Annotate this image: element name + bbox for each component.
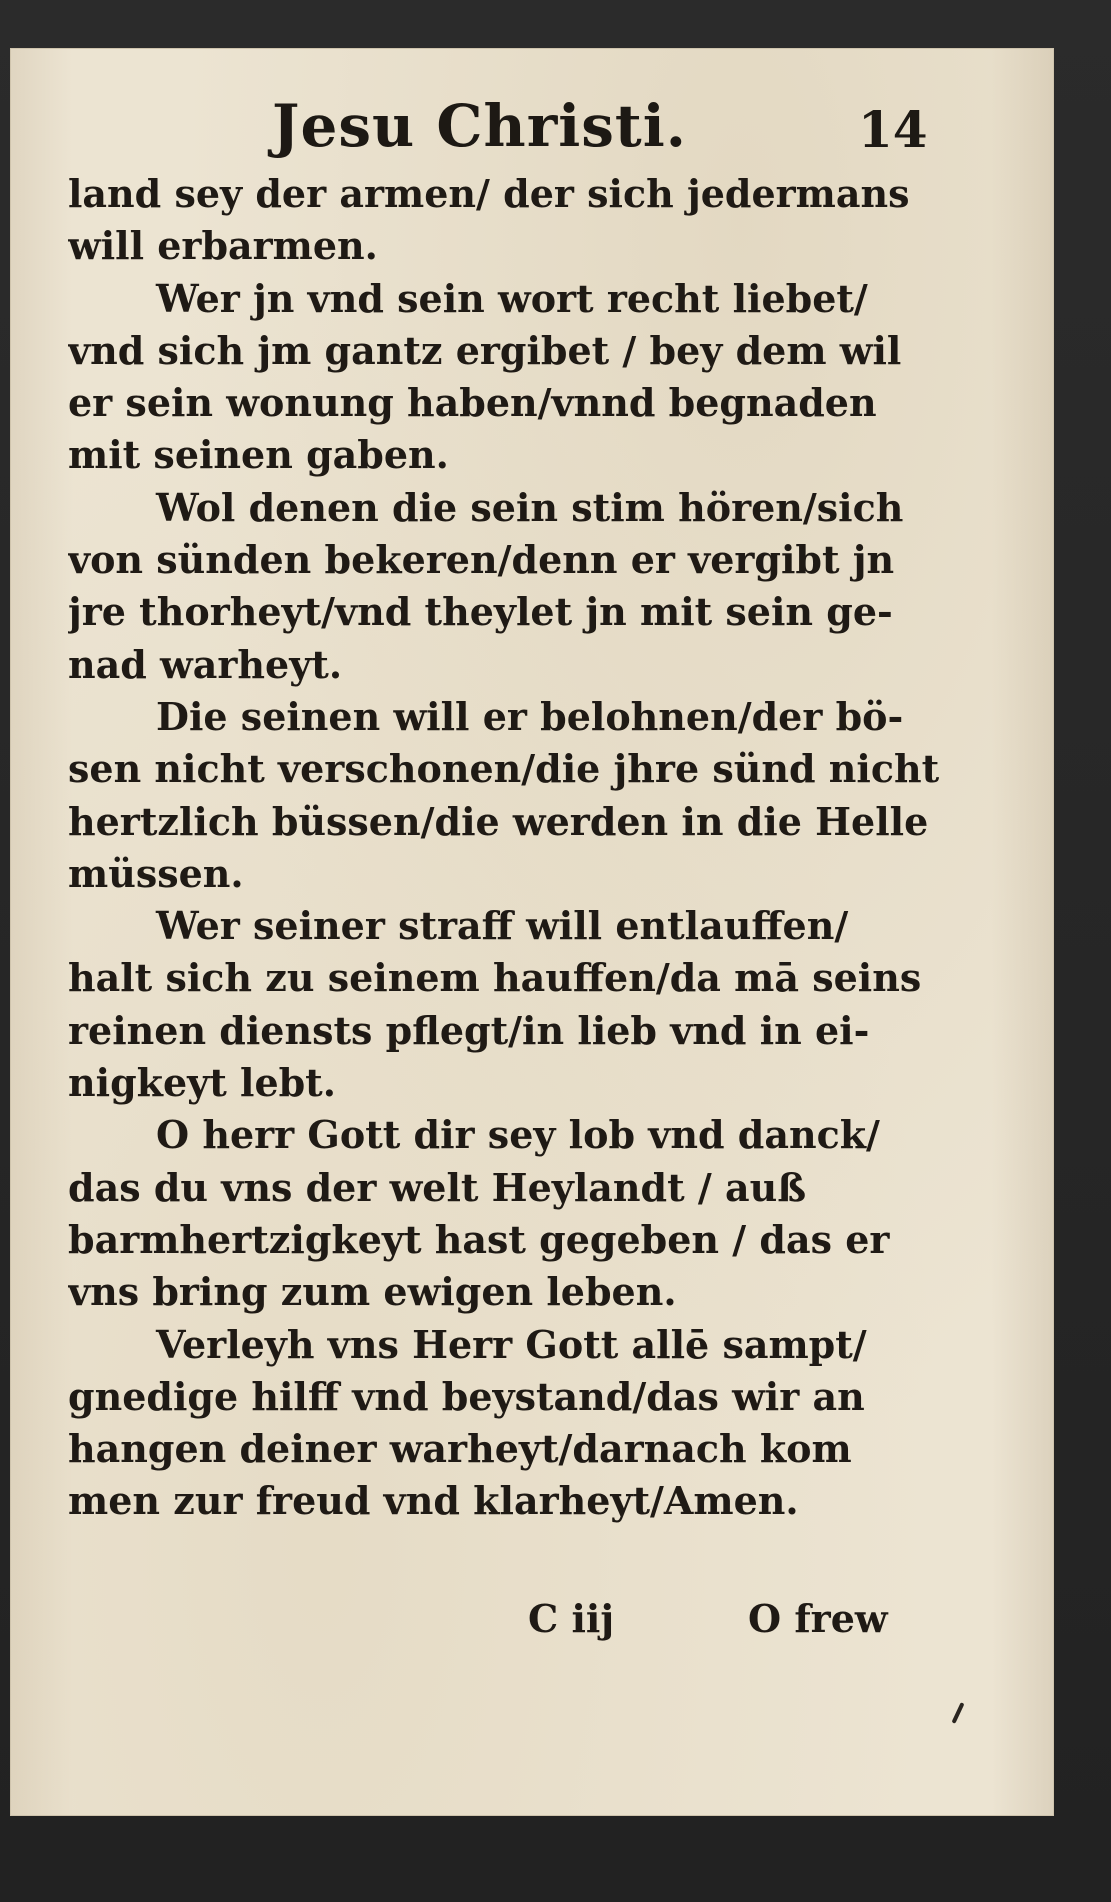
direction-line [520, 1596, 940, 1648]
text-line: Wer seiner straff will entlauffen/ [156, 903, 849, 949]
text-line: vns bring zum ewigen leben. [68, 1269, 677, 1315]
text-line: halt sich zu seinem hauffen/da mā seins [68, 955, 922, 1001]
text-line: mit seinen gaben. [68, 432, 449, 478]
text-line: jre thorheyt/vnd theylet jn mit sein ge- [68, 589, 893, 635]
catchword: O frew [748, 1596, 888, 1641]
text-line: sen nicht verschonen/die jhre sünd nicht [68, 746, 940, 792]
text-line: Wol denen die sein stim hören/sich [156, 484, 904, 530]
text-line: nigkeyt lebt. [68, 1060, 336, 1106]
text-line: das du vns der welt Heylandt / auß [68, 1164, 807, 1210]
text-line: er sein wonung haben/vnnd begnaden [68, 380, 877, 426]
signature-mark: C iij [528, 1596, 615, 1641]
text-line: hertzlich büssen/die werden in die Helle [68, 798, 929, 844]
text-line: Wer jn vnd sein wort recht liebet/ [156, 275, 868, 321]
text-line: Verleyh vns Herr Gott allē sampt/ [156, 1321, 867, 1367]
text-line: will erbarmen. [68, 223, 378, 269]
text-line: land sey der armen/ der sich jedermans [68, 171, 910, 216]
text-line: vnd sich jm gantz ergibet / bey dem wil [68, 327, 902, 373]
text-line: müssen. [68, 850, 244, 896]
page-number: 14 [858, 100, 928, 159]
text-line: hangen deiner warheyt/darnach kom [68, 1426, 852, 1472]
text-line: reinen diensts pflegt/in lieb vnd in ei- [68, 1007, 870, 1053]
text-line: O herr Gott dir sey lob vnd danck/ [156, 1112, 880, 1158]
text-line: gnedige hilff vnd beystand/das wir an [68, 1373, 865, 1419]
body-text [68, 168, 948, 1528]
text-line: men zur freud vnd klarheyt/Amen. [68, 1478, 799, 1524]
text-line: Die seinen will er belohnen/der bö- [156, 693, 904, 739]
text-line: nad warheyt. [68, 641, 343, 687]
text-line: von sünden bekeren/denn er vergibt jn [68, 537, 895, 583]
text-line: barmhertzigkeyt hast gegeben / das er [68, 1216, 890, 1262]
running-title: Jesu Christi. [272, 92, 687, 160]
